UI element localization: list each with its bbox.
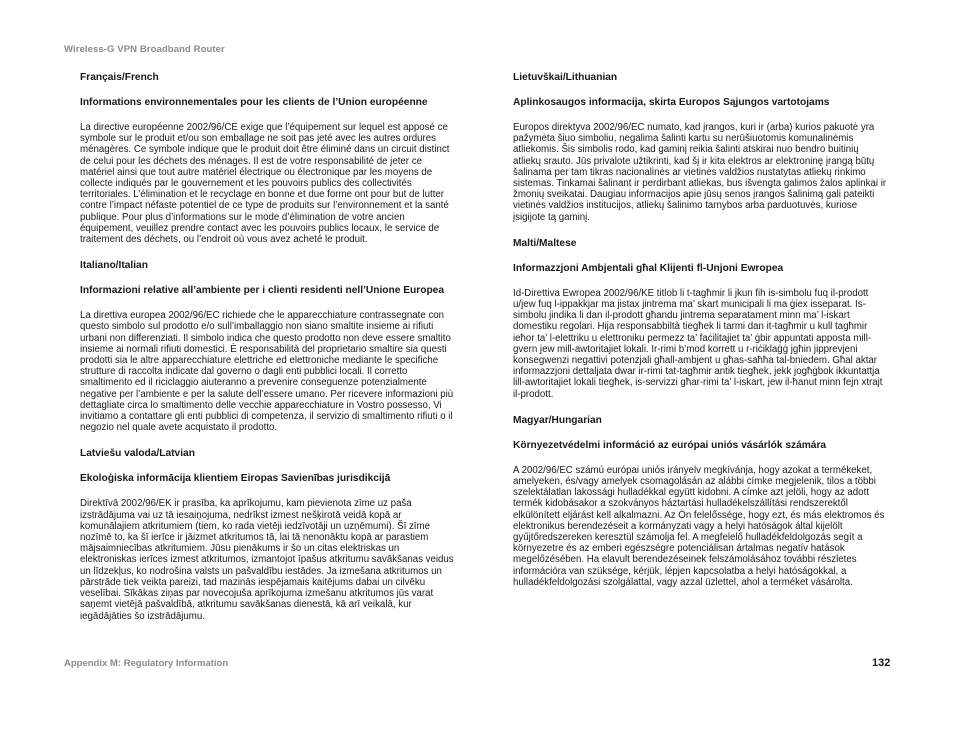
- section-heading: Informazzjoni Ambjentali għal Klijenti fl-Unjoni Ewropea: [513, 262, 784, 274]
- section-heading: Aplinkosaugos informacija, skirta Europos Sąjungos vartotojams: [513, 97, 830, 108]
- section-body: Direktīvā 2002/96/EK ir prasība, ka aprīkojumu, kam pievienota zīme uz paša izstrādājuma vai uz tā iesaiņojuma, nedrīkst izmest nešķirotā veidā kopā ar komunālajiem atkritumiem (tiem, ko rada vietēji iedzīvotāji un uzņēmumi). Šī zīme nozīmē to, ka šī ierīce ir jāizmet atkritumos tā, lai tā nenonāktu kopā ar parastiem mājsaimniecības atkritumiem. Jūsu pienākums ir šo un citas elektriskas un elektroniskas ierīces izmest atkritumos, izmantojot īpašus atkritumu savākšanas veidus un līdzekļus, ko nodrošina valsts un pašvaldību iestādes. Ja izmešana atkritumos un pārstrāde tiek veikta pareizi, tad mazinās iespējamais kaitējums dabai un cilvēku veselībai. Sīkākas ziņas par novecojuša aprīkojuma izmešanu atkritumos jūs varat saņemt vietējā pašvaldībā, atkritumu savākšanas dienestā, kā arī veikalā, kur iegādājāties šo izstrādājumu.: [80, 498, 454, 622]
- language-label: Lietuvškai/Lithuanian: [513, 72, 618, 83]
- right-column: [513, 72, 887, 603]
- language-label: Italiano/Italian: [80, 260, 148, 272]
- language-label: Malti/Maltese: [513, 237, 577, 249]
- section-body: La directive européenne 2002/96/CE exige que l’équipement sur lequel est apposé ce symbole sur le produit et/ou son emballage ne soit pas jeté avec les autres ordures ménagères. Ce symbole indique que le produit doit être éliminé dans un circuit distinct de celui pour les déchets des ménages. Il est de votre responsabilité de jeter ce matériel ainsi que tout autre matériel électrique ou électronique par les moyens de collecte indiqués par le gouvernement et les pouvoirs publics des collectivités territoriales. L’élimination et le recyclage en bonne et due forme ont pour but de lutter contre l’impact néfaste potentiel de ce type de produits sur l’environnement et la santé publique. Pour plus d’informations sur le mode d’élimination de votre ancien équipement, veuillez prendre contact avec les pouvoirs publics locaux, le service de traitement des déchets, ou l’endroit où vous avez acheté le produit.: [80, 122, 450, 246]
- section-heading: Környezetvédelmi információ az európai uniós vásárlók számára: [513, 439, 827, 451]
- page-number: 132: [872, 657, 891, 669]
- left-column: [80, 72, 458, 637]
- language-label: Magyar/Hungarian: [513, 414, 602, 426]
- section-heading: Informazioni relative all’ambiente per i clienti residenti nell’Unione Europea: [80, 285, 445, 297]
- section-lithuanian: [513, 72, 887, 223]
- section-hungarian: [513, 415, 887, 588]
- section-body: Id-Direttiva Ewropea 2002/96/KE titlob li t-tagħmir li jkun fih is-simbolu fuq il-prodott u/jew fuq l-ippakkjar ma jistax jintrema ma’ skart municipali li ma ġiex isseparat. Is-simbolu jindika li dan il-prodott għandu jintrema separatament minn ma’ l-iskart domestiku regolari. Hija responsabbiltà tiegħek li tarmi dan it-tagħmir u kull tagħmir ieħor ta’ l-elettriku u elettroniku permezz ta’ faċilitajiet ta’ ġbir appuntati apposta mill-gvern jew mill-awtoritajiet lokali. Ir-rimi b’mod korrett u r-riċiklaġġ jgħin jipprevjeni konsegwenzi negattivi potenzjali għall-ambjent u għas-saħħa tal-bniedem. Għal aktar informazzjoni dettaljata dwar ir-rimi tat-tagħmir antik tiegħek, jekk jogħġbok ikkuntattja lill-awtoritajiet lokali tiegħek, is-servizzi għar-rimi ta’ l-iskart, jew il-ħanut minn fejn xtrajt il-prodott.: [513, 287, 883, 400]
- language-label: Latviešu valoda/Latvian: [80, 448, 195, 460]
- section-maltese: [513, 238, 887, 400]
- section-french: [80, 72, 458, 245]
- section-body: Europos direktyva 2002/96/EC numato, kad įrangos, kuri ir (arba) kurios pakuotė yra pažymėta šiuo simboliu, negalima šalinti kartu su nerūšiuotomis komunalinėmis atliekomis. Šis simbolis rodo, kad gaminį reikia šalinti atskirai nuo bendro buitinių atliekų srauto. Jūs privalote užtikrinti, kad šį ir kita elektros ar elektroninę įrangą būtų šalinama per tam tikras nacionalinės ar vietinės valdžios nustatytas atliekų rinkimo sistemas. Tinkamai šalinant ir perdirbant atliekas, bus išvengta galimos žalos aplinkai ir žmonių sveikatai. Daugiau informacijos apie jūsų senos įrangos šalinimą gali pateikti vietinės valdžios institucijos, atliekų šalinimo tarnybos arba parduotuvės, kuriose įsigijote tą gaminį.: [513, 122, 887, 223]
- section-body: La direttiva europea 2002/96/EC richiede che le apparecchiature contrassegnate con questo simbolo sul prodotto e/o sull’imballaggio non siano smaltite insieme ai rifiuti urbani non differenziati. Il simbolo indica che questo prodotto non deve essere smaltito insieme ai normali rifiuti domestici. È responsabilità del proprietario smaltire sia questi prodotti sia le altre apparecchiature elettriche ed elettroniche mediante le specifiche strutture di raccolta indicate dal governo o dagli enti pubblici locali. Il corretto smaltimento ed il riciclaggio aiuteranno a prevenire conseguenze potenzialmente negative per l’ambiente e per la salute dell’essere umano. Per ricevere informazioni più dettagliate circa lo smaltimento delle vecchie apparecchiature in Vostro possesso, Vi invitiamo a contattare gli enti pubblici di competenza, il servizio di smaltimento rifiuti o il negozio nel quale avete acquistato il prodotto.: [80, 310, 454, 434]
- section-heading: Ekoloģiska informācija klientiem Eiropas Savienības jurisdikcijā: [80, 473, 391, 485]
- section-body: A 2002/96/EC számú európai uniós irányelv megkívánja, hogy azokat a termékeket, amelyeken, és/vagy amelyek csomagolásán az alábbi címke megjelenik, tilos a többi szelektálatlan lakossági hulladékkal együtt kidobni. A címke azt jelöli, hogy az adott termék kidobásakor a szokványos háztartási hulladékelszállítási rendszerektől elkülönített eljárást kell alkalmazni. Az Ön felelőssége, hogy ezt, és más elektromos és elektronikus berendezéseit a kormányzati vagy a helyi hatóságok által kijelölt gyűjtőredszereken keresztül számolja fel. A megfelelő hulladékfeldolgozás segít a környezetre és az emberi egészségre potenciálisan ártalmas negatív hatások megelőzésében. Ha elavult berendezéseinek felszámolásához további részletes információra van szüksége, kérjük, lépjen kapcsolatba a helyi hatóságokkal, a hulladékfeldolgozási szolgálattal, vagy azzal üzlettel, ahol a terméket vásárolta.: [513, 464, 885, 588]
- footer-section-title: Appendix M: Regulatory Information: [64, 658, 229, 669]
- section-latvian: [80, 448, 458, 621]
- section-italian: [80, 260, 458, 433]
- section-heading: Informations environnementales pour les clients de l’Union européenne: [80, 97, 428, 108]
- running-header: Wireless-G VPN Broadband Router: [64, 44, 225, 55]
- language-label: Français/French: [80, 72, 159, 83]
